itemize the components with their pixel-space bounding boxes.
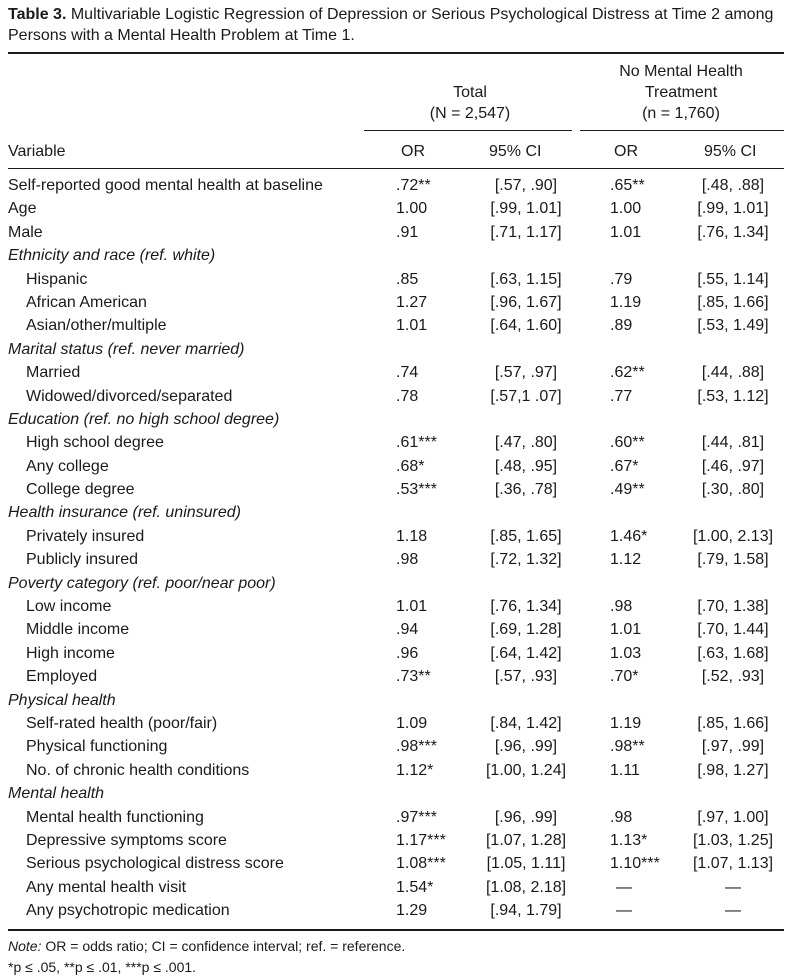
ci-total-cell: [.96, .99] [494, 808, 558, 826]
or-total-cell: .72** [396, 177, 431, 194]
category-row [0, 501, 792, 524]
or-notreat-cell: 1.46* [610, 527, 648, 545]
or-total-cell: 1.18 [396, 527, 428, 545]
or-total-cell: .68* [396, 457, 425, 475]
variable-label: Low income [26, 598, 112, 616]
category-row [0, 572, 792, 595]
variable-label: Depressive symptoms score [26, 831, 227, 849]
table-row [0, 665, 792, 688]
table-row [0, 221, 792, 244]
table-row [0, 852, 792, 875]
table-row [0, 314, 792, 337]
variable-label: Asian/other/multiple [26, 317, 167, 335]
ci-notreat-cell: [.79, 1.58] [697, 551, 769, 569]
ci-notreat-cell: [.44, .88] [701, 364, 765, 382]
or-notreat-cell: .62** [610, 364, 645, 382]
or-total-cell: 1.29 [396, 902, 428, 920]
or-total-cell: 1.01 [396, 598, 428, 616]
or-notreat-cell: .70* [610, 668, 639, 686]
or-notreat-cell: .79 [610, 270, 633, 288]
or-notreat-cell: 1.12 [610, 551, 642, 569]
col-header-ci-notreat: 95% CI [704, 143, 757, 160]
or-total-cell: .61*** [396, 434, 437, 452]
variable-label: African American [26, 293, 147, 311]
or-notreat-cell: .77 [610, 387, 633, 405]
ci-total-cell: [.48, .95] [494, 457, 558, 475]
or-notreat-cell: 1.10*** [610, 855, 660, 873]
or-total-cell: .98*** [396, 738, 437, 756]
variable-label: Middle income [26, 621, 130, 639]
category-label: Ethnicity and race (ref. white) [8, 247, 216, 265]
ci-total-cell: [.47, .80] [494, 434, 558, 452]
variable-label: Privately insured [26, 527, 145, 545]
ci-notreat-cell: [.48, .88] [701, 177, 765, 194]
ci-notreat-cell: [.53, 1.12] [697, 387, 769, 405]
group-header-no-treatment [580, 61, 782, 124]
group-header-total [364, 82, 576, 124]
significance-note: *p ≤ .05, **p ≤ .01, ***p ≤ .001. [8, 959, 197, 975]
variable-label: Serious psychological distress score [26, 855, 284, 873]
variable-label: Any psychotropic medication [26, 902, 230, 920]
table-title: Multivariable Logistic Regression of Depression or Serious Psychological Distress at Time 2 among Persons with a Mental Health Problem at Time 1. [8, 6, 774, 44]
variable-label: Married [26, 364, 81, 382]
note-text: OR = odds ratio; CI = confidence interval; ref. = reference. [45, 938, 406, 954]
category-label: Marital status (ref. never married) [8, 340, 245, 358]
table-body [0, 174, 792, 923]
ci-notreat-cell: [.97, 1.00] [697, 808, 769, 826]
ci-notreat-cell: [.70, 1.38] [697, 598, 769, 616]
or-total-cell: .94 [396, 621, 419, 639]
ci-total-cell: [1.05, 1.11] [486, 855, 566, 873]
or-notreat-cell: .60** [610, 434, 645, 452]
group-total-n: (N = 2,547) [429, 105, 511, 122]
col-header-or-total: OR [401, 143, 425, 160]
ci-notreat-cell: [.52, .93] [701, 668, 765, 686]
or-notreat-cell: 1.00 [610, 200, 642, 218]
or-notreat-cell: 1.19 [610, 714, 642, 732]
or-notreat-cell: — [616, 878, 632, 896]
table-row [0, 431, 792, 454]
ci-notreat-cell: [1.03, 1.25] [692, 831, 774, 849]
ci-notreat-cell: [.70, 1.44] [697, 621, 769, 639]
table-row [0, 618, 792, 641]
table-row [0, 478, 792, 501]
category-label: Physical health [8, 691, 116, 709]
group-notreat-title-1: No Mental Health [619, 63, 743, 80]
or-total-cell: .73** [396, 668, 431, 686]
ci-notreat-cell: [.85, 1.66] [697, 714, 769, 732]
or-total-cell: 1.01 [396, 317, 428, 335]
table-row [0, 899, 792, 922]
or-total-cell: .98 [396, 551, 419, 569]
variable-label: High school degree [26, 434, 164, 452]
table-row [0, 361, 792, 384]
ci-total-cell: [1.00, 1.24] [485, 761, 567, 779]
table-row [0, 174, 792, 197]
category-label: Poverty category (ref. poor/near poor) [8, 574, 276, 592]
ci-total-cell: [.94, 1.79] [490, 902, 562, 920]
category-row [0, 689, 792, 712]
or-total-cell: .85 [396, 270, 419, 288]
table-row [0, 759, 792, 782]
ci-notreat-cell: [.55, 1.14] [697, 270, 769, 288]
ci-total-cell: [.76, 1.34] [490, 598, 562, 616]
category-row [0, 244, 792, 267]
ci-notreat-cell: [.63, 1.68] [697, 644, 769, 662]
variable-label: No. of chronic health conditions [26, 761, 250, 779]
ci-notreat-cell: [.30, .80] [701, 481, 765, 499]
group-total-title: Total [453, 84, 487, 101]
table-row [0, 595, 792, 618]
ci-notreat-cell: [.53, 1.49] [697, 317, 769, 335]
table-caption [8, 4, 784, 46]
table-note [8, 936, 405, 956]
or-total-cell: .97*** [396, 808, 437, 826]
or-notreat-cell: .98 [610, 598, 633, 616]
ci-notreat-cell: [.85, 1.66] [697, 293, 769, 311]
ci-total-cell: [1.08, 2.18] [485, 878, 567, 896]
ci-total-cell: [.57,1 .07] [490, 387, 562, 405]
table-row [0, 642, 792, 665]
or-total-cell: .74 [396, 364, 419, 382]
ci-total-cell: [.85, 1.65] [490, 527, 562, 545]
ci-notreat-cell: [.44, .81] [701, 434, 765, 452]
or-notreat-cell: .67* [610, 457, 639, 475]
ci-total-cell: [.57, .90] [494, 177, 558, 194]
ci-total-cell: [.99, 1.01] [490, 200, 562, 218]
or-notreat-cell: 1.03 [610, 644, 642, 662]
variable-label: Employed [26, 668, 98, 686]
or-total-cell: .91 [396, 223, 419, 241]
ci-notreat-cell: [.97, .99] [701, 738, 765, 756]
category-row [0, 782, 792, 805]
ci-total-cell: [.96, .99] [494, 738, 558, 756]
category-row [0, 408, 792, 431]
or-total-cell: 1.17*** [396, 831, 446, 849]
table-row [0, 291, 792, 314]
or-notreat-cell: — [616, 902, 632, 920]
ci-total-cell: [1.07, 1.28] [485, 831, 567, 849]
ci-total-cell: [.72, 1.32] [490, 551, 562, 569]
ci-notreat-cell: [1.07, 1.13] [692, 855, 774, 873]
ci-total-cell: [.64, 1.60] [490, 317, 562, 335]
or-notreat-cell: 1.19 [610, 293, 642, 311]
table-row [0, 268, 792, 291]
ci-notreat-cell: — [725, 902, 741, 920]
or-notreat-cell: 1.11 [610, 761, 640, 779]
header-rule [8, 168, 784, 169]
ci-total-cell: [.69, 1.28] [490, 621, 562, 639]
group-notreat-title-2: Treatment [644, 84, 718, 101]
variable-label: Self-rated health (poor/fair) [26, 714, 218, 732]
variable-label: Age [8, 200, 37, 218]
ci-total-cell: [.57, .97] [494, 364, 558, 382]
table-row [0, 197, 792, 220]
table-row [0, 876, 792, 899]
variable-label: High income [26, 644, 115, 662]
col-header-ci-total: 95% CI [489, 143, 542, 160]
variable-label: Physical functioning [26, 738, 168, 756]
group-rule-total [364, 130, 572, 131]
variable-label: Hispanic [26, 270, 88, 288]
or-notreat-cell: .49** [610, 481, 645, 499]
or-notreat-cell: .89 [610, 317, 633, 335]
variable-label: College degree [26, 481, 135, 499]
note-label: Note: [8, 938, 42, 954]
table-row [0, 455, 792, 478]
ci-total-cell: [.36, .78] [494, 481, 558, 499]
ci-notreat-cell: [.98, 1.27] [697, 761, 769, 779]
ci-total-cell: [.84, 1.42] [490, 714, 562, 732]
or-total-cell: 1.12* [396, 761, 434, 779]
ci-total-cell: [.57, .93] [494, 668, 558, 686]
table-row [0, 525, 792, 548]
top-rule [8, 52, 784, 54]
category-label: Health insurance (ref. uninsured) [8, 504, 242, 522]
or-total-cell: 1.00 [396, 200, 428, 218]
or-total-cell: 1.09 [396, 714, 428, 732]
or-notreat-cell: 1.01 [610, 621, 642, 639]
category-label: Education (ref. no high school degree) [8, 410, 280, 428]
or-total-cell: .78 [396, 387, 419, 405]
table-row [0, 385, 792, 408]
variable-label: Male [8, 223, 43, 241]
ci-total-cell: [.71, 1.17] [490, 223, 562, 241]
table-row [0, 806, 792, 829]
table-number: Table 3. [8, 6, 67, 23]
category-row [0, 338, 792, 361]
variable-label: Self-reported good mental health at baseline [8, 177, 323, 194]
or-notreat-cell: .65** [610, 177, 645, 194]
ci-notreat-cell: [.76, 1.34] [697, 223, 769, 241]
group-rule-no-treatment [580, 130, 784, 131]
table-row [0, 829, 792, 852]
ci-total-cell: [.63, 1.15] [490, 270, 562, 288]
or-notreat-cell: 1.13* [610, 831, 648, 849]
table-row [0, 712, 792, 735]
or-total-cell: .53*** [396, 481, 437, 499]
bottom-rule [8, 929, 784, 931]
category-label: Mental health [8, 785, 105, 803]
ci-notreat-cell: [.46, .97] [701, 457, 765, 475]
ci-total-cell: [.64, 1.42] [490, 644, 562, 662]
variable-label: Mental health functioning [26, 808, 204, 826]
col-header-or-notreat: OR [614, 143, 638, 160]
variable-label: Any college [26, 457, 109, 475]
ci-total-cell: [.96, 1.67] [490, 293, 562, 311]
ci-notreat-cell: [1.00, 2.13] [692, 527, 774, 545]
variable-label: Any mental health visit [26, 878, 187, 896]
variable-label: Publicly insured [26, 551, 139, 569]
table-row [0, 548, 792, 571]
ci-notreat-cell: — [725, 878, 741, 896]
or-notreat-cell: .98** [610, 738, 645, 756]
col-header-variable: Variable [8, 143, 66, 160]
or-notreat-cell: .98 [610, 808, 633, 826]
table-row [0, 735, 792, 758]
group-notreat-n: (n = 1,760) [642, 105, 720, 122]
or-total-cell: .96 [396, 644, 419, 662]
or-total-cell: 1.08*** [396, 855, 446, 873]
or-notreat-cell: 1.01 [610, 223, 642, 241]
or-total-cell: 1.54* [396, 878, 434, 896]
or-total-cell: 1.27 [396, 293, 428, 311]
ci-notreat-cell: [.99, 1.01] [697, 200, 769, 218]
variable-label: Widowed/divorced/separated [26, 387, 233, 405]
